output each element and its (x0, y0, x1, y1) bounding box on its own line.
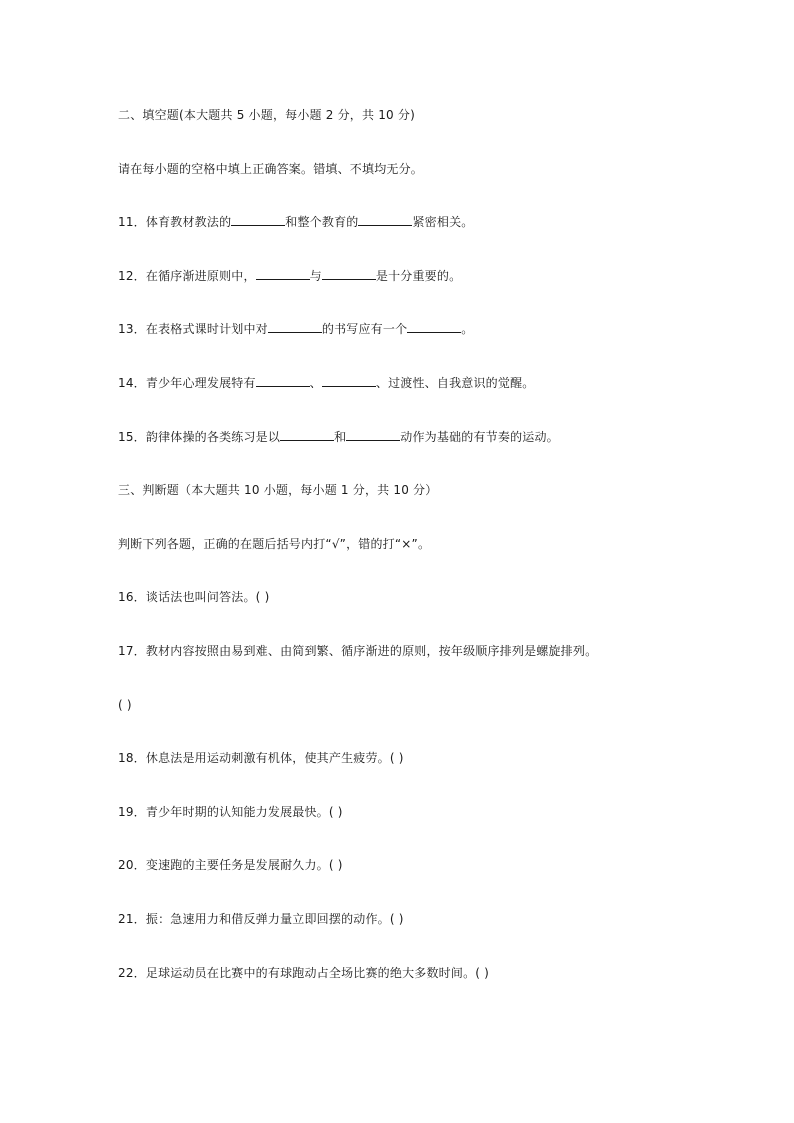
question-text: 20．变速跑的主要任务是发展耐久力。( ) (118, 858, 343, 873)
question-17-bracket (118, 694, 758, 716)
section2-instruction (118, 158, 758, 180)
answer-blank[interactable] (280, 426, 334, 441)
answer-blank[interactable] (407, 318, 461, 333)
question-15 (118, 426, 758, 448)
question-text: 紧密相关。 (412, 215, 474, 230)
answer-blank[interactable] (256, 265, 310, 280)
question-text: 。 (461, 322, 474, 337)
section3-heading (118, 479, 758, 501)
question-text: 、 (309, 375, 322, 390)
question-text: 15．韵律体操的各类练习是以 (118, 429, 281, 444)
question-text: 和整个教育的 (285, 215, 359, 230)
question-text: 22．足球运动员在比赛中的有球跑动占全场比赛的绝大多数时间。( ) (118, 965, 490, 980)
answer-blank[interactable] (256, 372, 310, 387)
question-18 (118, 747, 758, 769)
question-text: 13．在表格式课时计划中对 (118, 322, 268, 337)
question-14 (118, 372, 758, 394)
question-20 (118, 854, 758, 876)
question-22 (118, 962, 758, 984)
question-text: 动作为基础的有节奏的运动。 (400, 429, 559, 444)
section3-heading-text: 三、判断题（本大题共 10 小题，每小题 1 分，共 10 分） (118, 483, 438, 498)
section3-instruction (118, 533, 758, 555)
question-19 (118, 801, 758, 823)
question-12 (118, 265, 758, 287)
answer-blank[interactable] (268, 318, 322, 333)
question-text: 19．青少年时期的认知能力发展最快。( ) (118, 804, 343, 819)
question-13 (118, 318, 758, 340)
answer-blank[interactable] (358, 211, 412, 226)
question-text: 14．青少年心理发展特有 (118, 375, 256, 390)
question-text: 的书写应有一个 (321, 322, 408, 337)
question-text: 和 (334, 429, 347, 444)
section2-heading (118, 104, 758, 126)
question-21 (118, 908, 758, 930)
answer-blank[interactable] (231, 211, 285, 226)
exam-page (118, 104, 758, 1015)
question-17 (118, 640, 758, 662)
question-text: 12．在循序渐进原则中， (118, 268, 256, 283)
answer-blank[interactable] (322, 265, 376, 280)
question-text: 17．教材内容按照由易到难、由简到繁、循序渐进的原则，按年级顺序排列是螺旋排列。 (118, 643, 598, 658)
answer-blank[interactable] (322, 372, 376, 387)
answer-blank[interactable] (346, 426, 400, 441)
question-text: 是十分重要的。 (375, 268, 462, 283)
question-text: 21．振：急速用力和借反弹力量立即回摆的动作。( ) (118, 911, 404, 926)
section2-heading-text: 二、填空题(本大题共 5 小题，每小题 2 分，共 10 分) (118, 108, 415, 122)
question-text: 11．体育教材教法的 (118, 215, 232, 230)
question-text: 16．谈话法也叫问答法。( ) (118, 590, 270, 605)
section3-instruction-text: 判断下列各题，正确的在题后括号内打“√”，错的打“×”。 (118, 536, 431, 551)
question-11 (118, 211, 758, 233)
question-16 (118, 586, 758, 608)
question-text: 、过渡性、自我意识的觉醒。 (375, 375, 535, 390)
section2-instruction-text: 请在每小题的空格中填上正确答案。错填、不填均无分。 (118, 161, 424, 176)
question-text: 18．休息法是用运动刺激有机体，使其产生疲劳。( ) (118, 751, 404, 766)
question-text: 与 (309, 268, 322, 283)
answer-bracket: ( ) (118, 697, 132, 712)
